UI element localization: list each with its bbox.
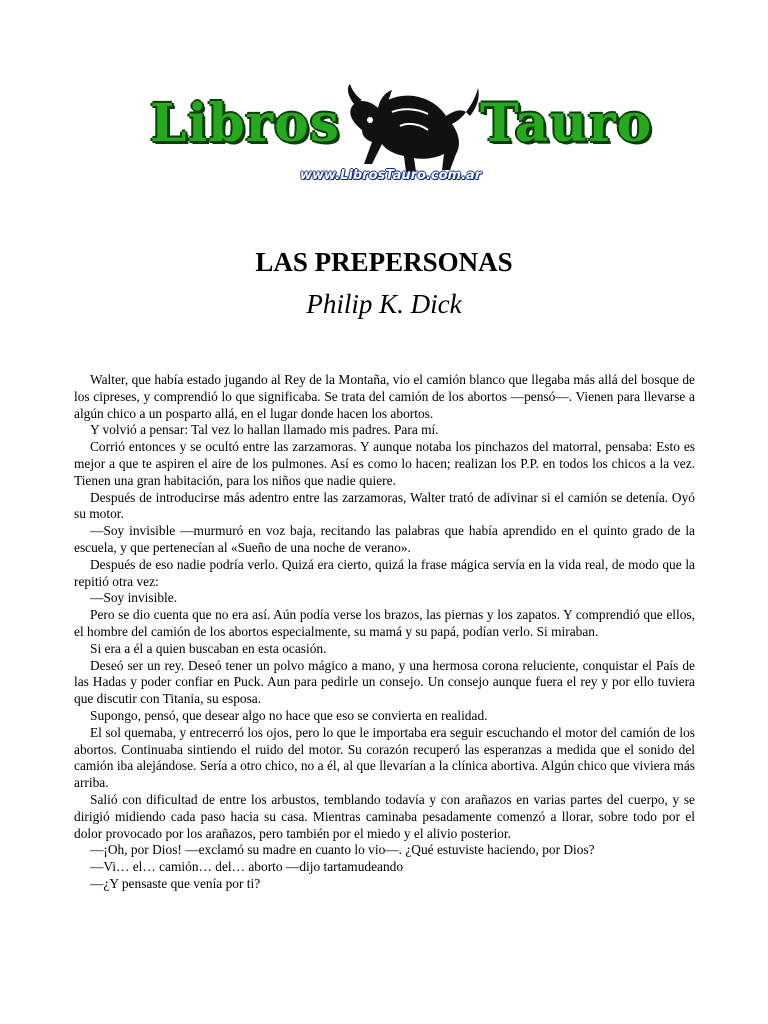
paragraph: —Soy invisible. [90, 590, 178, 606]
paragraph: Walter, que había estado jugando al Rey de la Montaña, vio el camión blanco que llegaba más allá del bosque de los cipreses, y comprendió lo que significaba. Se trata del camión de los abortos —pensó—. Vienen para llevarse a algún chico a un posparto allá, en el lugar donde hacen los abortos. [74, 372, 695, 421]
logo-word-tauro: Tauro [480, 93, 653, 154]
logo-url: www.LibrosTauro.com.ar [300, 168, 482, 183]
paragraph: —¡Oh, por Dios! —exclamó su madre en cuanto lo vio—. ¿Qué estuviste haciendo, por Dios? [90, 842, 595, 858]
paragraph: El sol quemaba, y entrecerró los ojos, pero lo que le importaba era seguir escuchando el motor del camión de los abortos. Continuaba sintiendo el ruido del motor. Su corazón recuperó las esperanzas a medida que el sonido del camión iba alejándose. Sería a otro chico, no a él, al que llevarían a la clínica abortiva. Algún chico que viviera más arriba. [74, 724, 695, 791]
document-title: LAS PREPERSONAS [255, 247, 513, 277]
paragraph: Deseó ser un rey. Deseó tener un polvo mágico a mano, y una hermosa corona reluciente, conquistar el País de las Hadas y poder confiar en Puck. Aun para pedirle un consejo. Un consejo aunque fuera el rey y por ello tuviera que discutir con Titania, su esposa. [74, 657, 695, 707]
logo-word-libros: Libros [150, 93, 341, 154]
paragraph: —Soy invisible —murmuró en voz baja, recitando las palabras que había aprendido en el quinto grado de la escuela, y que pertenecían al «Sueño de una noche de verano». [74, 523, 695, 555]
paragraph: Salió con dificultad de entre los arbustos, temblando todavía y con arañazos en varias partes del cuerpo, y se dirigió midiendo cada paso hacia su casa. Mientras caminaba pesadamente comenzó a llorar, sobre todo por el dolor provocado por los arañazos, pero también por el miedo y el alivio posterior. [74, 791, 695, 841]
bull-icon [332, 82, 482, 174]
paragraph: Después de eso nadie podría verlo. Quizá era cierto, quizá la frase mágica servía en la vida real, de modo que la repitió otra vez: [74, 556, 695, 589]
libros-tauro-logo [150, 82, 653, 194]
paragraph: Después de introducirse más adentro entre las zarzamoras, Walter trató de adivinar si el camión se detenía. Oyó su motor. [74, 489, 695, 522]
paragraph: Corrió entonces y se ocultó entre las zarzamoras. Y aunque notaba los pinchazos del matorral, pensaba: Esto es mejor a que te aspiren el aire de los pulmones. Así es como lo hacen; realizan los P.P. en todos los chicos a la vez. Tienen una gran habitación, para los niños que nadie quiere. [74, 439, 695, 488]
paragraph: —Vi… el… camión… del… aborto —dijo tartamudeando [90, 859, 404, 875]
paragraph: Supongo, pensó, que desear algo no hace que eso se convierta en realidad. [90, 707, 488, 723]
paragraph: Y volvió a pensar: Tal vez lo hallan llamado mis padres. Para mí. [90, 422, 439, 438]
paragraph: Pero se dio cuenta que no era así. Aún podía verse los brazos, las piernas y los zapatos. Y comprendió que ellos, el hombre del camión de los abortos especialmente, su mamá y su papá, podían verlo. Si miraban. [74, 607, 695, 639]
paragraph: Si era a él a quien buscaban en esta ocasión. [90, 640, 327, 656]
document-author: Philip K. Dick [306, 289, 462, 319]
story-body [74, 372, 695, 893]
paragraph: —¿Y pensaste que venía por ti? [90, 875, 261, 891]
